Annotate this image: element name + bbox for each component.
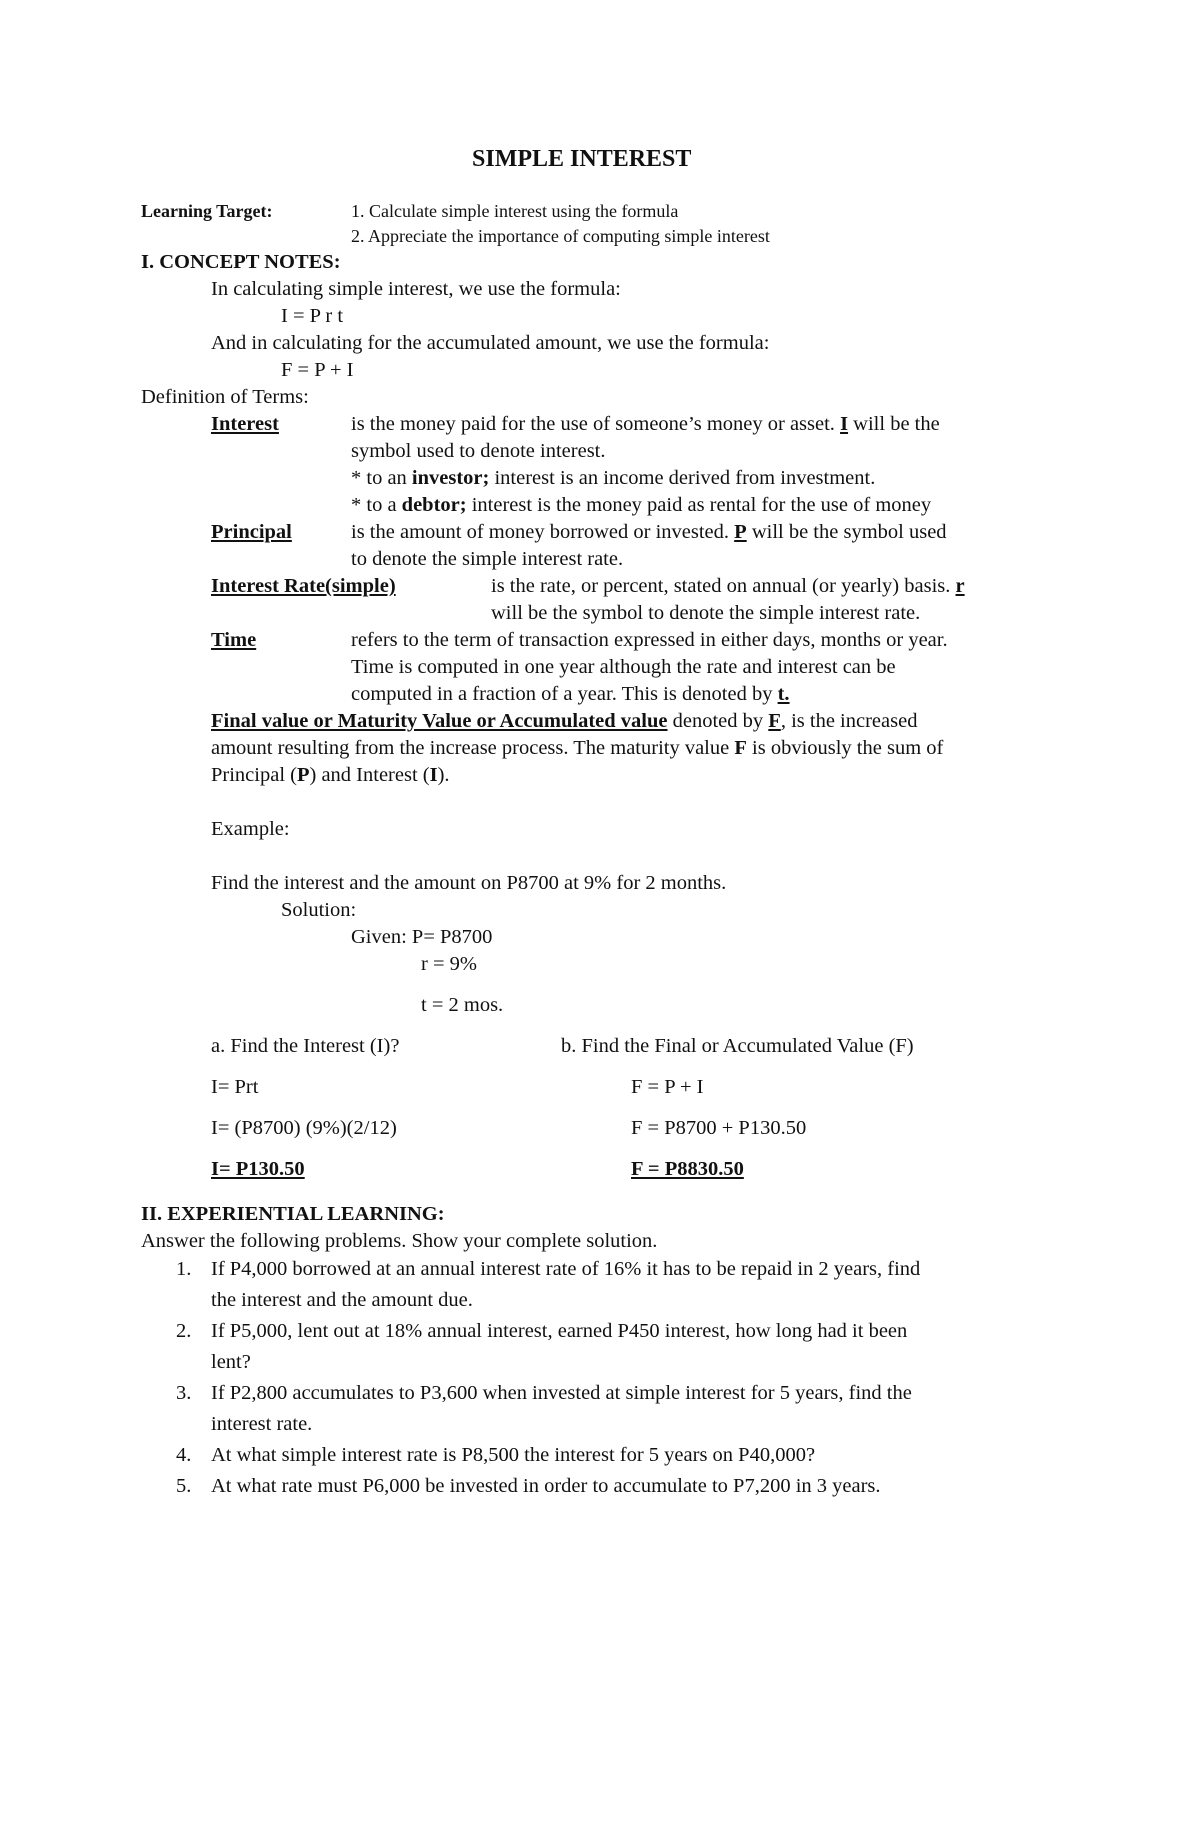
example-problem: Find the interest and the amount on P8700 at 9% for 2 months. — [211, 872, 727, 894]
page-title: SIMPLE INTEREST — [472, 146, 692, 172]
problem-text: At what rate must P6,000 be invested in order to accumulate to P7,200 in 3 years. — [211, 1475, 881, 1497]
problem-text: If P5,000, lent out at 18% annual interest, earned P450 interest, how long had it been — [211, 1320, 908, 1342]
formula-accumulated: F = P + I — [281, 359, 354, 381]
problem-number: 2. — [176, 1320, 192, 1342]
problem-number: 3. — [176, 1382, 192, 1404]
given-time: t = 2 mos. — [421, 994, 504, 1016]
definition-time: refers to the term of transaction expressed in either days, months or year. — [351, 629, 948, 651]
learning-target-item: 1. Calculate simple interest using the formula — [351, 201, 679, 221]
part-a-heading: a. Find the Interest (I)? — [211, 1035, 400, 1057]
section-heading-concept-notes: I. CONCEPT NOTES: — [141, 251, 341, 273]
part-a-answer: I= P130.50 — [211, 1158, 305, 1180]
learning-target-label: Learning Target: — [141, 201, 273, 221]
part-b-step: F = P8700 + P130.50 — [631, 1117, 807, 1139]
problem-text: If P2,800 accumulates to P3,600 when invested at simple interest for 5 years, find the — [211, 1382, 912, 1404]
problem-text: If P4,000 borrowed at an annual interest rate of 16% it has to be repaid in 2 years, find — [211, 1258, 921, 1280]
term-interest-rate: Interest Rate(simple) — [211, 575, 396, 597]
definition-interest: symbol used to denote interest. — [351, 440, 606, 462]
part-b-step: F = P + I — [631, 1076, 704, 1098]
problem-text: the interest and the amount due. — [211, 1289, 473, 1311]
problem-text: lent? — [211, 1351, 251, 1373]
definition-time: computed in a fraction of a year. This is denoted by t. — [351, 683, 790, 705]
formula-intro: And in calculating for the accumulated amount, we use the formula: — [211, 332, 770, 354]
term-principal: Principal — [211, 521, 292, 543]
definition-debtor: * to a debtor; interest is the money paid as rental for the use of money — [351, 494, 932, 516]
problem-number: 4. — [176, 1444, 192, 1466]
part-b-answer: F = P8830.50 — [631, 1158, 744, 1180]
definition-interest-rate: will be the symbol to denote the simple interest rate. — [491, 602, 921, 624]
term-time: Time — [211, 629, 257, 651]
definition-time: Time is computed in one year although the rate and interest can be — [351, 656, 896, 678]
problem-text: interest rate. — [211, 1413, 313, 1435]
formula-interest: I = P r t — [281, 305, 344, 327]
section-heading-experiential-learning: II. EXPERIENTIAL LEARNING: — [141, 1203, 445, 1225]
problem-number: 5. — [176, 1475, 192, 1497]
term-interest: Interest — [211, 413, 279, 435]
definition-principal: to denote the simple interest rate. — [351, 548, 624, 570]
term-final-value: Final value or Maturity Value or Accumulated value — [211, 710, 668, 732]
definition-interest-rate: is the rate, or percent, stated on annual (or yearly) basis. r — [491, 575, 965, 597]
definition-principal: is the amount of money borrowed or invested. P will be the symbol used — [351, 521, 947, 543]
definition-interest: is the money paid for the use of someone’s money or asset. I will be the — [351, 413, 940, 435]
definition-final-value: Final value or Maturity Value or Accumulated value denoted by F, is the increased — [211, 710, 918, 732]
definition-heading: Definition of Terms: — [141, 386, 309, 408]
learning-target-item: 2. Appreciate the importance of computing simple interest — [351, 226, 770, 246]
example-label: Example: — [211, 818, 290, 840]
part-a-step: I= (P8700) (9%)(2/12) — [211, 1117, 397, 1139]
given-principal: Given: P= P8700 — [351, 926, 493, 948]
part-b-heading: b. Find the Final or Accumulated Value (F) — [561, 1035, 914, 1057]
given-rate: r = 9% — [421, 953, 477, 975]
part-a-step: I= Prt — [211, 1076, 259, 1098]
definition-final-value: amount resulting from the increase process. The maturity value F is obviously the sum of — [211, 737, 944, 759]
problems-instruction: Answer the following problems. Show your complete solution. — [141, 1230, 658, 1252]
problem-number: 1. — [176, 1258, 192, 1280]
definition-investor: * to an investor; interest is an income derived from investment. — [351, 467, 876, 489]
problem-text: At what simple interest rate is P8,500 the interest for 5 years on P40,000? — [211, 1444, 816, 1466]
formula-intro: In calculating simple interest, we use the formula: — [211, 278, 621, 300]
definition-final-value: Principal (P) and Interest (I). — [211, 764, 450, 786]
solution-label: Solution: — [281, 899, 357, 921]
